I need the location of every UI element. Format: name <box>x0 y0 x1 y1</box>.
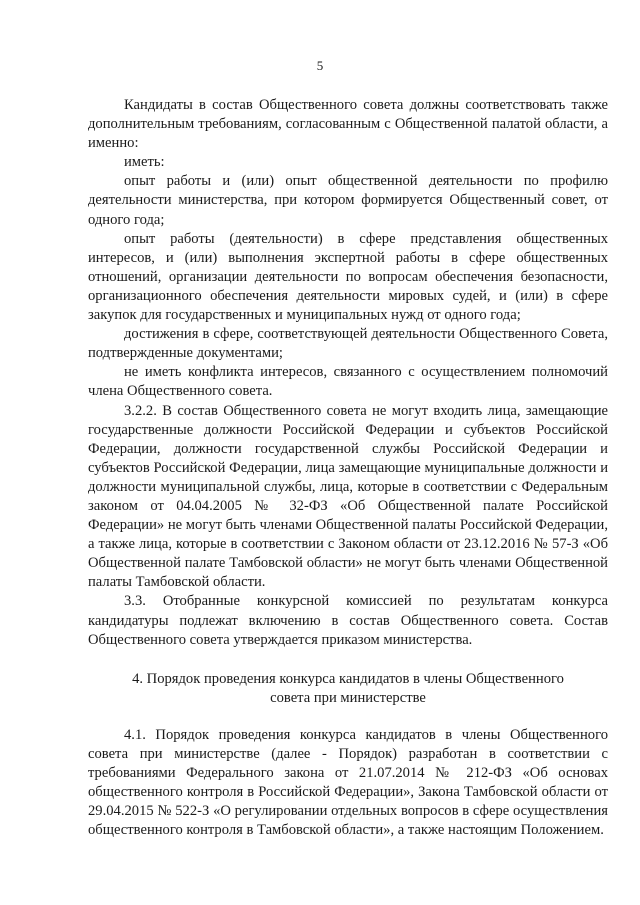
paragraph-no-conflict: не иметь конфликта интересов, связанного с осуществлением полномочий члена Общественного совета. <box>88 364 608 400</box>
page-number: 5 <box>316 58 324 73</box>
document-body <box>88 96 608 840</box>
section-4-heading <box>88 670 608 708</box>
paragraph-achievements: достижения в сфере, соответствующей деятельности Общественного Совета, подтвержденные документами; <box>88 326 608 362</box>
paragraph-4-1: 4.1. Порядок проведения конкурса кандидатов в члены Общественного совета при министерстве (далее - Порядок) разработан в соответствии с требованиями Федерального закона от 21.07.2014 № 212-ФЗ «Об основах общественного контроля в Российской Федерации», Закона Тамбовской области от 29.04.2015 № 522-З «О регулировании отдельных вопросов в сфере осуществления общественного контроля в Тамбовской области», а также настоящим Положением. <box>88 726 608 839</box>
section-4-heading-line2: совета при министерстве <box>270 689 426 706</box>
paragraph-3-2-2: 3.2.2. В состав Общественного совета не могут входить лица, замещающие государственные должности Российской Федерации и субъектов Российской Федерации, должности государственной службы Российской Федерации и субъектов Российской Федерации, лица замещающие муниципальные должности и должности муниципальной службы, лица, которые в соответствии с Федеральным законом от 04.04.2005 № 32-ФЗ «Об Общественной палате Российской Федерации» не могут быть членами Общественной палаты Российской Федерации, а также лица, которые в соответствии с Законом области от 23.12.2016 № 57-З «Об Общественной палате Тамбовской области» не могут быть членами Общественной палаты Тамбовской области. <box>88 402 608 591</box>
paragraph-experience-profile: опыт работы и (или) опыт общественной деятельности по профилю деятельности министерства, при котором формируется Общественный совет, от одного года; <box>88 173 608 228</box>
section-4-heading-line1: 4. Порядок проведения конкурса кандидатов в члены Общественного <box>132 670 564 687</box>
paragraph-3-3: 3.3. Отобранные конкурсной комиссией по результатам конкурса кандидатуры подлежат включению в состав Общественного совета. Состав Общественного совета утверждается приказом министерства. <box>88 593 608 648</box>
paragraph-experience-representation: опыт работы (деятельности) в сфере представления общественных интересов, и (или) выполнения экспертной работы в сфере общественных отношений, организации деятельности по вопросам обеспечения безопасности, организационного обеспечения деятельности мировых судей, и (или) в сфере закупок для государственных и муниципальных нужд от одного года; <box>88 230 608 324</box>
paragraph-have: иметь: <box>124 154 165 171</box>
paragraph-candidates-requirements: Кандидаты в состав Общественного совета должны соответствовать также дополнительным требованиям, согласованным с Общественной палатой области, а именно: <box>88 97 608 152</box>
